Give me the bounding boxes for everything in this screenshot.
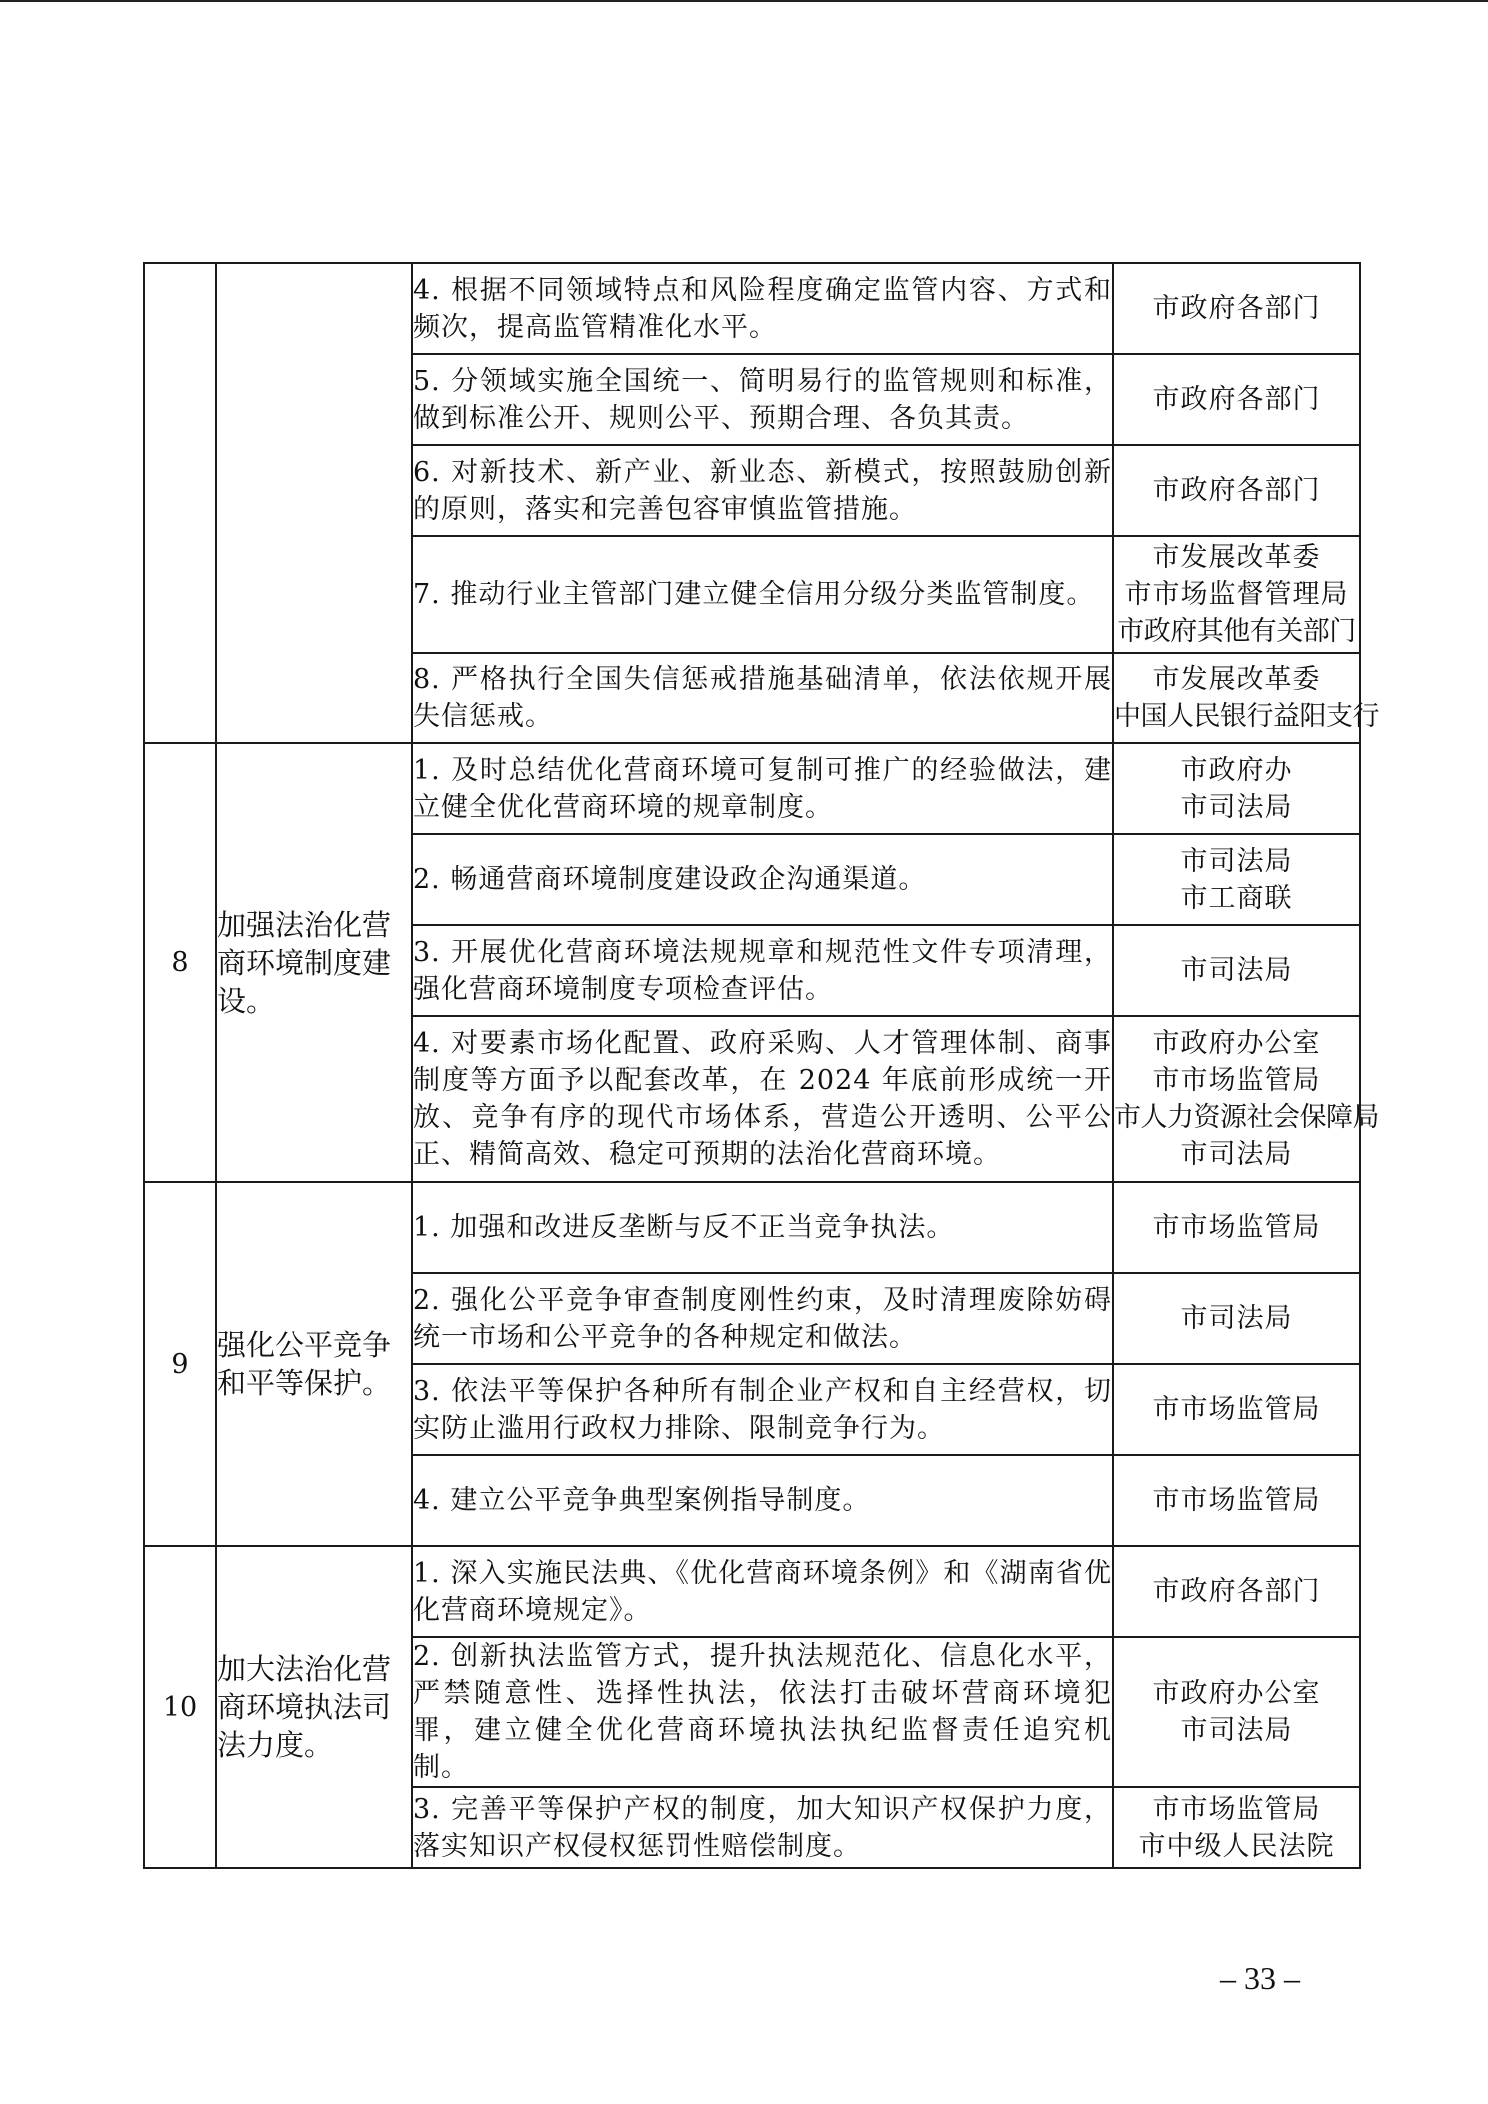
- top-border-line: [0, 0, 1488, 2]
- department-cell: [1113, 263, 1360, 354]
- task-text: 4. 建立公平竞争典型案例指导制度。: [412, 1455, 1113, 1546]
- department-cell: [1113, 1787, 1360, 1868]
- department-name: 市发展改革委: [1152, 542, 1321, 573]
- task-text: 5. 分领域实施全国统一、简明易行的监管规则和标准，做到标准公开、规则公平、预期合理、各负其责。: [412, 354, 1113, 445]
- department-name: 市政府各部门: [1152, 1576, 1321, 1607]
- table-row: [144, 263, 1360, 354]
- department-cell: [1113, 743, 1360, 834]
- task-text: 3. 完善平等保护产权的制度，加大知识产权保护力度，落实知识产权侵权惩罚性赔偿制度。: [412, 1787, 1113, 1868]
- department-cell: [1113, 1273, 1360, 1364]
- department-name: 市人力资源社会保障局: [1114, 1102, 1379, 1133]
- row-number: 8: [144, 743, 216, 1182]
- department-name: 市市场监管局: [1152, 1212, 1321, 1243]
- task-text: 1. 加强和改进反垄断与反不正当竞争执法。: [412, 1182, 1113, 1273]
- department-cell: [1113, 1455, 1360, 1546]
- row-number: 10: [144, 1546, 216, 1868]
- task-text: 4. 对要素市场化配置、政府采购、人才管理体制、商事制度等方面予以配套改革，在 2024 年底前形成统一开放、竞争有序的现代市场体系，营造公开透明、公平公正、精简高效、稳定可预期的法治化营商环境。: [412, 1016, 1113, 1182]
- task-table: [143, 262, 1379, 1869]
- task-text: 8. 严格执行全国失信惩戒措施基础清单，依法依规开展失信惩戒。: [412, 653, 1113, 743]
- department-name: 市司法局: [1180, 845, 1293, 877]
- task-text: 3. 开展优化营商环境法规规章和规范性文件专项清理，强化营商环境制度专项检查评估。: [412, 925, 1113, 1016]
- department-cell: [1113, 445, 1360, 536]
- table-row: [144, 743, 1360, 834]
- department-name: 市司法局: [1180, 1715, 1293, 1746]
- department-name: 市司法局: [1180, 791, 1293, 823]
- department-cell: [1113, 1016, 1379, 1182]
- category-text: 加强法治化营商环境制度建设。: [216, 743, 412, 1182]
- department-name: 市工商联: [1180, 882, 1293, 914]
- table-row: [144, 1182, 1360, 1273]
- task-text: 2. 畅通营商环境制度建设政企沟通渠道。: [412, 834, 1113, 925]
- row-number-cell: [144, 263, 216, 743]
- department-name: 市政府办公室: [1152, 1678, 1321, 1709]
- department-name: 市政府办: [1180, 754, 1293, 786]
- task-text: 1. 及时总结优化营商环境可复制可推广的经验做法，建立健全优化营商环境的规章制度。: [412, 743, 1113, 834]
- task-text: 3. 依法平等保护各种所有制企业产权和自主经营权，切实防止滥用行政权力排除、限制竞争行为。: [412, 1364, 1113, 1455]
- task-text: 7. 推动行业主管部门建立健全信用分级分类监管制度。: [412, 536, 1113, 653]
- department-name: 市政府各部门: [1152, 475, 1321, 506]
- department-cell: [1113, 536, 1360, 653]
- task-text: 2. 创新执法监管方式，提升执法规范化、信息化水平，严禁随意性、选择性执法，依法打击破坏营商环境犯罪，建立健全优化营商环境执法执纪监督责任追究机制。: [412, 1637, 1113, 1787]
- department-name: 市市场监管局: [1152, 1485, 1321, 1516]
- department-name: 市市场监管局: [1152, 1394, 1321, 1425]
- row-number: 9: [144, 1182, 216, 1546]
- task-text: 1. 深入实施民法典、《优化营商环境条例》和《湖南省优化营商环境规定》。: [412, 1546, 1113, 1637]
- department-name: 市政府办公室: [1152, 1028, 1321, 1059]
- category-text: 强化公平竞争和平等保护。: [216, 1182, 412, 1546]
- department-cell: [1113, 1637, 1360, 1787]
- department-cell: [1113, 1546, 1360, 1637]
- task-text: 2. 强化公平竞争审查制度刚性约束，及时清理废除妨碍统一市场和公平竞争的各种规定和做法。: [412, 1273, 1113, 1364]
- department-cell: [1113, 1364, 1360, 1455]
- department-cell: [1113, 1182, 1360, 1273]
- department-name: 市市场监管局: [1152, 1065, 1321, 1096]
- department-name: 市司法局: [1180, 955, 1293, 986]
- department-name: 市政府各部门: [1152, 293, 1321, 324]
- department-cell: [1113, 354, 1360, 445]
- department-name: 市市场监管局: [1152, 1793, 1321, 1825]
- department-name: 市政府其他有关部门: [1117, 616, 1356, 647]
- department-name: 市司法局: [1180, 1303, 1293, 1334]
- department-name: 市市场监督管理局: [1124, 579, 1349, 610]
- department-name: 市发展改革委: [1152, 664, 1321, 695]
- department-name: 市政府各部门: [1152, 384, 1321, 415]
- category-cell: [216, 263, 412, 743]
- department-name: 市中级人民法院: [1138, 1830, 1335, 1862]
- department-cell: [1113, 925, 1360, 1016]
- department-cell: [1113, 834, 1360, 925]
- department-name: 中国人民银行益阳支行: [1114, 701, 1379, 732]
- table-row: [144, 1546, 1360, 1637]
- category-text: 加大法治化营商环境执法司法力度。: [216, 1546, 412, 1868]
- department-cell: [1113, 653, 1379, 743]
- task-text: 4. 根据不同领域特点和风险程度确定监管内容、方式和频次，提高监管精准化水平。: [412, 263, 1113, 354]
- page-number: – 33 –: [1220, 1960, 1300, 1996]
- department-name: 市司法局: [1180, 1139, 1293, 1170]
- task-text: 6. 对新技术、新产业、新业态、新模式，按照鼓励创新的原则，落实和完善包容审慎监管措施。: [412, 445, 1113, 536]
